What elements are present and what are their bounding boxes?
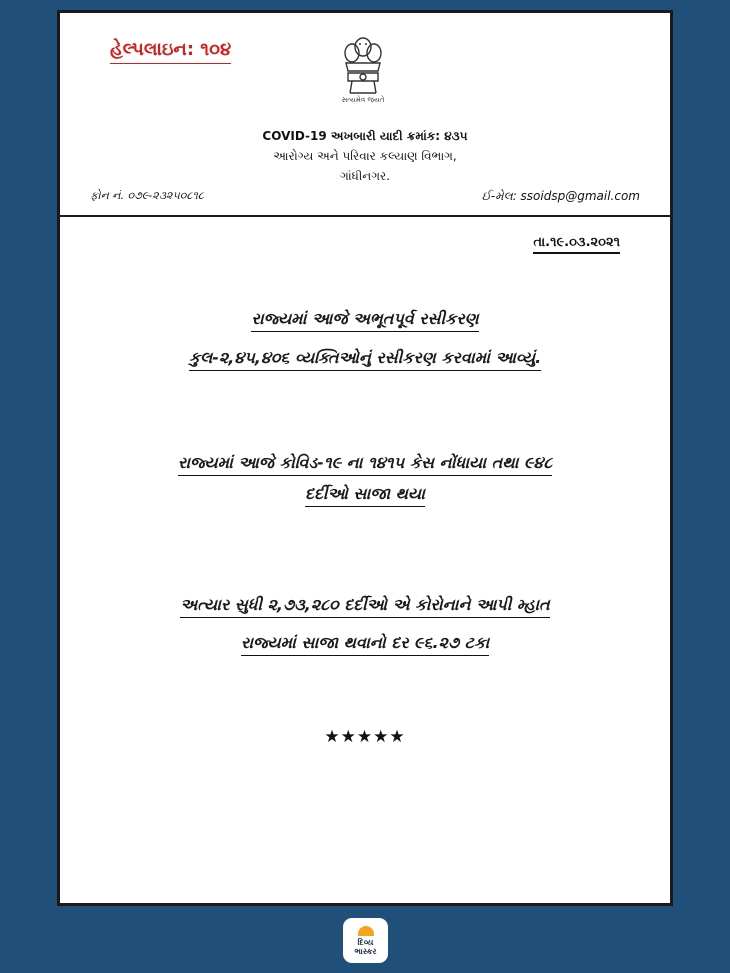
- headline-vaccination-count: [60, 348, 670, 371]
- press-release-page: [57, 10, 673, 906]
- emblem-motto: સત્યમેવ જયતે: [341, 96, 385, 104]
- headline-vaccination-title: [60, 309, 670, 332]
- phone-number: ફોન નં. ૦૭૯-૨૩૨૫૦૮૧૮: [90, 189, 204, 202]
- headline-total-recovered: [60, 595, 670, 618]
- city-name: ગાંધીનગર.: [339, 169, 391, 183]
- helpline-number: હેલ્પલાઇન: ૧૦૪: [110, 39, 231, 64]
- headline-text: રાજ્યમાં આજે અભૂતપૂર્વ રસીકરણ: [251, 309, 478, 332]
- divya-bhaskar-logo: [343, 918, 388, 963]
- logo-line-1: દિવ્ય: [357, 937, 374, 947]
- headline-text: રાજ્યમાં આજે કોવિડ-૧૯ ના ૧૪૧૫ કેસ નોંધાયા તથા ૯૪૮: [178, 453, 552, 476]
- logo-line-2: ભાસ્કર: [354, 946, 377, 956]
- release-date: તા.૧૯.૦૩.૨૦૨૧: [533, 235, 620, 254]
- end-stars: ★★★★★: [324, 727, 406, 747]
- headline-cases: [60, 453, 670, 476]
- headline-text: રાજ્યમાં સાજા થવાનો દર ૯૬.૨૭ ટકા: [241, 633, 489, 656]
- headline-recovered: [60, 484, 670, 507]
- headline-recovery-rate: [60, 633, 670, 656]
- header-divider: [60, 215, 670, 217]
- headline-text: કુલ-૨,૪૫,૪૦૬ વ્યક્તિઓનું રસીકરણ કરવામાં આવ્યું.: [189, 348, 541, 371]
- headline-text: અત્યાર સુધી ૨,૭૩,૨૮૦ દર્દીઓ એ કોરોનાને આપી મ્હાત: [180, 595, 549, 618]
- email-address: ઈ-મેલ: ssoidsp@gmail.com: [481, 189, 640, 203]
- department-name: આરોગ્ય અને પરિવાર કલ્યાણ વિભાગ,: [273, 149, 457, 163]
- release-title: COVID-19 અખબારી યાદી ક્રમાંક: ૪૩૫: [262, 129, 468, 143]
- sun-icon: [358, 926, 374, 936]
- headline-text: દર્દીઓ સાજા થયા: [305, 484, 425, 507]
